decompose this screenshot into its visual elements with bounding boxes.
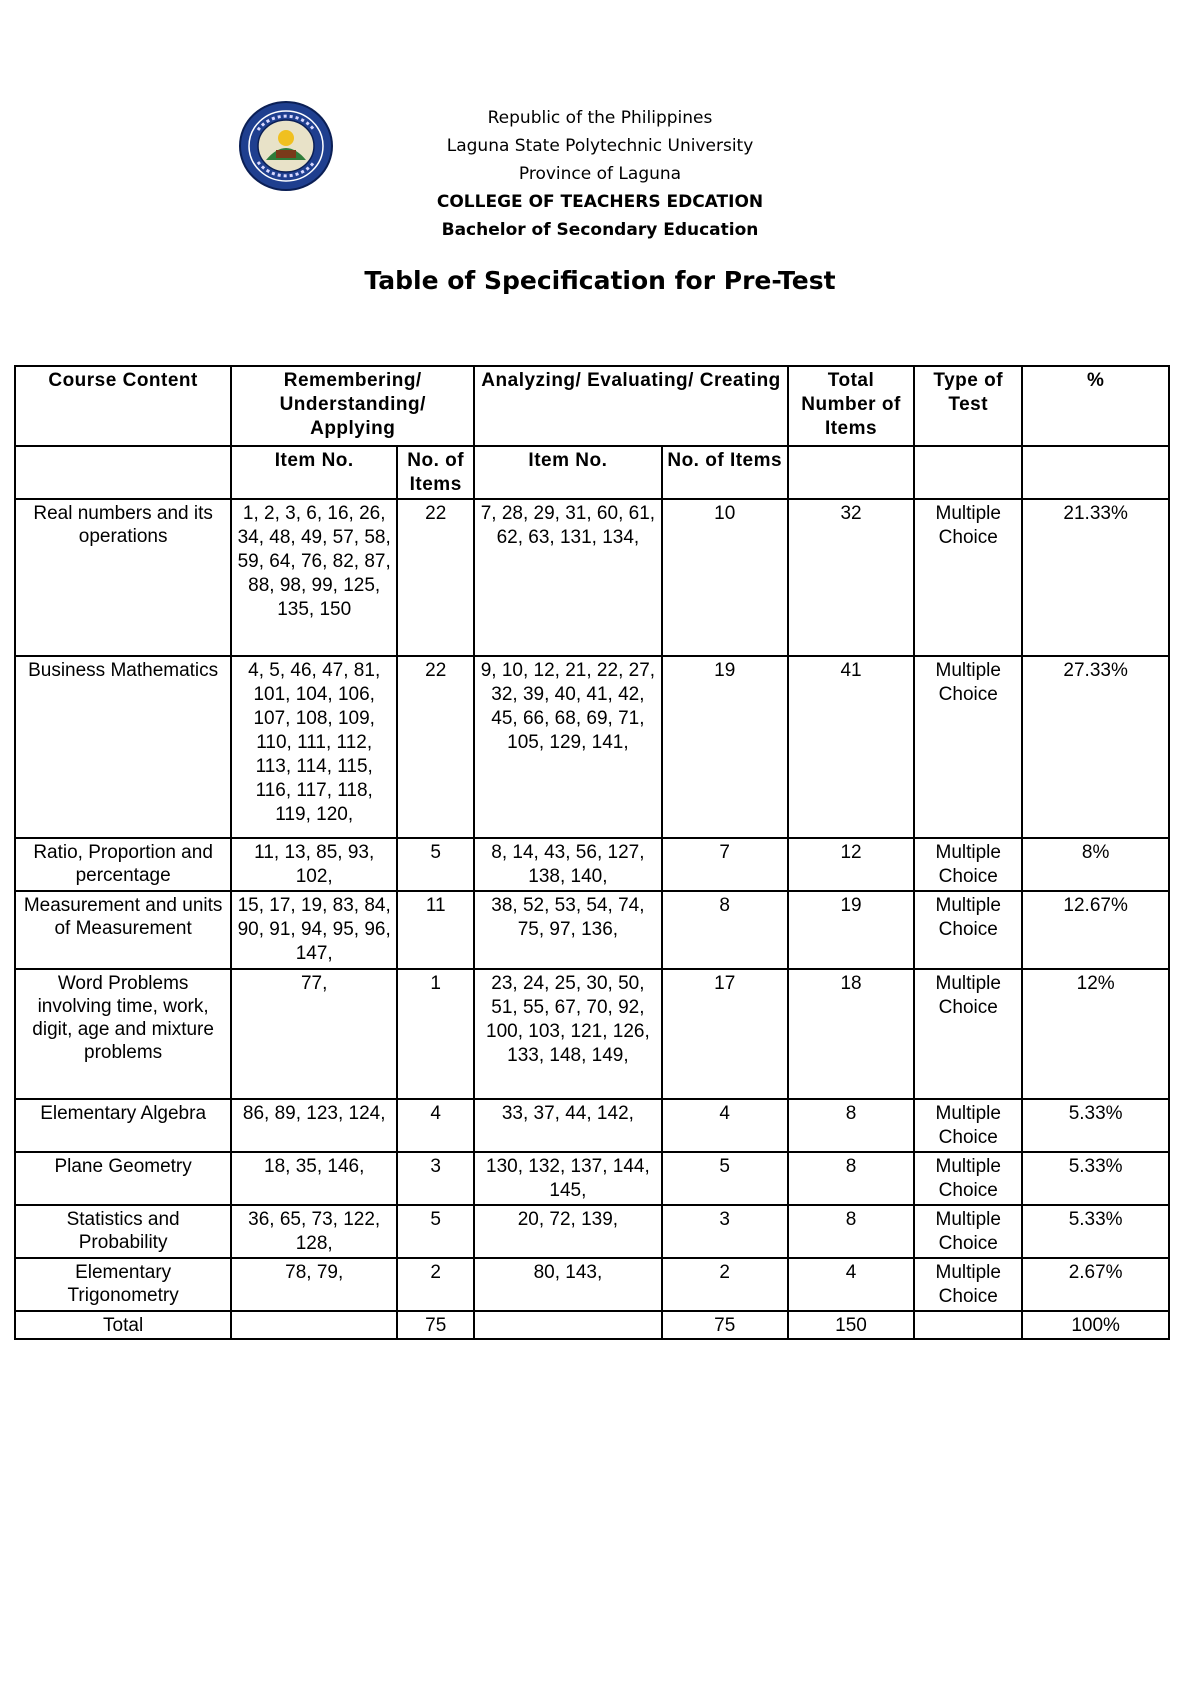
total-label: Total: [15, 1311, 231, 1339]
row-rem-item-numbers: 11, 13, 85, 93, 102,: [231, 838, 397, 891]
row-ana-item-numbers: 8, 14, 43, 56, 127, 138, 140,: [474, 838, 661, 891]
row-type-of-test: Multiple Choice: [914, 1205, 1022, 1258]
row-ana-item-numbers: 38, 52, 53, 54, 74, 75, 97, 136,: [474, 891, 661, 969]
header-total-items: Total Number of Items: [788, 366, 914, 446]
letterhead-university: Laguna State Polytechnic University: [446, 136, 754, 156]
row-type-of-test: Multiple Choice: [914, 1258, 1022, 1311]
header-analyzing: Analyzing/ Evaluating/ Creating: [474, 366, 788, 446]
row-ana-count: 7: [662, 838, 788, 891]
row-ana-item-numbers: 130, 132, 137, 144, 145,: [474, 1152, 661, 1205]
row-percent: 5.33%: [1022, 1205, 1169, 1258]
header-no-of-items-1: No. of Items: [397, 446, 474, 499]
row-course-content: Real numbers and its operations: [15, 499, 231, 656]
header-empty: [15, 446, 231, 499]
row-ana-item-numbers: 7, 28, 29, 31, 60, 61, 62, 63, 131, 134,: [474, 499, 661, 656]
letterhead-province: Province of Laguna: [518, 164, 682, 184]
row-rem-item-numbers: 18, 35, 146,: [231, 1152, 397, 1205]
row-total-items: 32: [788, 499, 914, 656]
row-rem-count: 2: [397, 1258, 474, 1311]
row-rem-item-numbers: 36, 65, 73, 122, 128,: [231, 1205, 397, 1258]
header-empty: [1022, 446, 1169, 499]
row-ana-count: 3: [662, 1205, 788, 1258]
row-rem-item-numbers: 77,: [231, 969, 397, 1099]
row-rem-count: 1: [397, 969, 474, 1099]
row-ana-count: 4: [662, 1099, 788, 1152]
header-empty: [788, 446, 914, 499]
row-rem-count: 11: [397, 891, 474, 969]
header-percent: %: [1022, 366, 1169, 446]
row-total-items: 18: [788, 969, 914, 1099]
header-row-main: [15, 366, 1169, 446]
table-row: [15, 656, 1169, 838]
row-percent: 5.33%: [1022, 1152, 1169, 1205]
row-course-content: Plane Geometry: [15, 1152, 231, 1205]
row-percent: 5.33%: [1022, 1099, 1169, 1152]
table-row: [15, 499, 1169, 656]
row-type-of-test: Multiple Choice: [914, 891, 1022, 969]
row-total-items: 8: [788, 1099, 914, 1152]
row-rem-count: 5: [397, 838, 474, 891]
row-ana-item-numbers: 80, 143,: [474, 1258, 661, 1311]
letterhead-college: COLLEGE OF TEACHERS EDCATION: [436, 192, 764, 212]
total-items: 150: [788, 1311, 914, 1339]
header-no-of-items-2: No. of Items: [662, 446, 788, 499]
table-row: [15, 1099, 1169, 1152]
university-seal-logo: [238, 100, 334, 192]
row-ana-item-numbers: 33, 37, 44, 142,: [474, 1099, 661, 1152]
total-row: [15, 1311, 1169, 1339]
row-course-content: Statistics and Probability: [15, 1205, 231, 1258]
table-row: [15, 1258, 1169, 1311]
row-rem-count: 22: [397, 656, 474, 838]
row-total-items: 12: [788, 838, 914, 891]
row-ana-count: 10: [662, 499, 788, 656]
specification-table: [14, 365, 1170, 1340]
header-remembering: Remembering/ Understanding/ Applying: [231, 366, 474, 446]
table-row: [15, 969, 1169, 1099]
document-title: Table of Specification for Pre-Test: [364, 266, 836, 295]
row-total-items: 8: [788, 1205, 914, 1258]
row-rem-count: 22: [397, 499, 474, 656]
header-item-no-2: Item No.: [474, 446, 661, 499]
row-course-content: Word Problems involving time, work, digit, age and mixture problems: [15, 969, 231, 1099]
total-empty: [914, 1311, 1022, 1339]
header-row-sub: [15, 446, 1169, 499]
row-type-of-test: Multiple Choice: [914, 499, 1022, 656]
total-rem-count: 75: [397, 1311, 474, 1339]
row-ana-count: 8: [662, 891, 788, 969]
total-empty: [231, 1311, 397, 1339]
table-row: [15, 838, 1169, 891]
header-empty: [914, 446, 1022, 499]
row-rem-item-numbers: 4, 5, 46, 47, 81, 101, 104, 106, 107, 108, 109, 110, 111, 112, 113, 114, 115, 116, 117, 118, 119, 120,: [231, 656, 397, 838]
row-course-content: Measurement and units of Measurement: [15, 891, 231, 969]
row-ana-count: 17: [662, 969, 788, 1099]
row-course-content: Elementary Algebra: [15, 1099, 231, 1152]
table-row: [15, 1205, 1169, 1258]
table-row: [15, 891, 1169, 969]
row-type-of-test: Multiple Choice: [914, 1152, 1022, 1205]
row-total-items: 8: [788, 1152, 914, 1205]
row-rem-item-numbers: 1, 2, 3, 6, 16, 26, 34, 48, 49, 57, 58, 59, 64, 76, 82, 87, 88, 98, 99, 125, 135, 150: [231, 499, 397, 656]
row-ana-item-numbers: 20, 72, 139,: [474, 1205, 661, 1258]
row-ana-item-numbers: 9, 10, 12, 21, 22, 27, 32, 39, 40, 41, 42, 45, 66, 68, 69, 71, 105, 129, 141,: [474, 656, 661, 838]
row-course-content: Elementary Trigonometry: [15, 1258, 231, 1311]
row-rem-item-numbers: 15, 17, 19, 83, 84, 90, 91, 94, 95, 96, 147,: [231, 891, 397, 969]
row-type-of-test: Multiple Choice: [914, 1099, 1022, 1152]
row-rem-count: 5: [397, 1205, 474, 1258]
row-course-content: Business Mathematics: [15, 656, 231, 838]
row-type-of-test: Multiple Choice: [914, 838, 1022, 891]
table-body: [15, 499, 1169, 1339]
row-ana-count: 5: [662, 1152, 788, 1205]
letterhead-program: Bachelor of Secondary Education: [441, 220, 759, 240]
letterhead: [340, 104, 860, 244]
row-percent: 21.33%: [1022, 499, 1169, 656]
row-total-items: 19: [788, 891, 914, 969]
row-ana-item-numbers: 23, 24, 25, 30, 50, 51, 55, 67, 70, 92, 100, 103, 121, 126, 133, 148, 149,: [474, 969, 661, 1099]
row-type-of-test: Multiple Choice: [914, 969, 1022, 1099]
letterhead-republic: Republic of the Philippines: [487, 108, 713, 128]
row-type-of-test: Multiple Choice: [914, 656, 1022, 838]
row-rem-item-numbers: 86, 89, 123, 124,: [231, 1099, 397, 1152]
row-ana-count: 19: [662, 656, 788, 838]
total-empty: [474, 1311, 661, 1339]
row-percent: 12.67%: [1022, 891, 1169, 969]
row-total-items: 4: [788, 1258, 914, 1311]
row-percent: 8%: [1022, 838, 1169, 891]
header-item-no-1: Item No.: [231, 446, 397, 499]
table-row: [15, 1152, 1169, 1205]
row-rem-count: 3: [397, 1152, 474, 1205]
row-percent: 2.67%: [1022, 1258, 1169, 1311]
row-percent: 12%: [1022, 969, 1169, 1099]
row-total-items: 41: [788, 656, 914, 838]
row-percent: 27.33%: [1022, 656, 1169, 838]
total-ana-count: 75: [662, 1311, 788, 1339]
header-type-of-test: Type of Test: [914, 366, 1022, 446]
header-course-content: Course Content: [15, 366, 231, 446]
row-rem-count: 4: [397, 1099, 474, 1152]
row-ana-count: 2: [662, 1258, 788, 1311]
row-rem-item-numbers: 78, 79,: [231, 1258, 397, 1311]
total-percent: 100%: [1022, 1311, 1169, 1339]
row-course-content: Ratio, Proportion and percentage: [15, 838, 231, 891]
